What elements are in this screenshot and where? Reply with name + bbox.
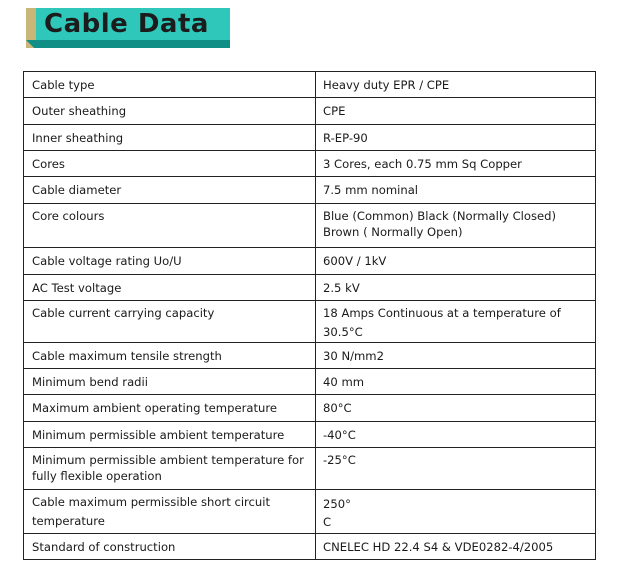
row-value-line: 18 Amps Continuous at a temperature of [323,306,561,320]
table-row [24,275,596,301]
row-label: Cores [24,151,316,177]
row-value: 2.5 kV [316,275,596,301]
row-value: 600V / 1kV [316,248,596,275]
row-label-line: fully flexible operation [32,469,162,483]
row-label: Cable maximum tensile strength [24,343,316,369]
row-value: -40°C [316,422,596,448]
row-label: Minimum permissible ambient temperature [24,422,316,448]
row-label: Minimum bend radii [24,369,316,395]
row-label: AC Test voltage [24,275,316,301]
row-value: R-EP-90 [316,125,596,151]
row-value: 3 Cores, each 0.75 mm Sq Copper [316,151,596,177]
table-row [24,177,596,204]
table-row [24,343,596,369]
row-label: Outer sheathing [24,98,316,125]
row-value: 30 N/mm2 [316,343,596,369]
row-label: Cable voltage rating Uo/U [24,248,316,275]
row-label: Standard of construction [24,534,316,560]
title-banner [26,8,230,48]
row-value: 7.5 mm nominal [316,177,596,204]
row-value-line: Brown ( Normally Open) [323,225,463,239]
row-value-line: Blue (Common) Black (Normally Closed) [323,209,557,223]
cable-data-table [23,71,596,560]
table-row [24,395,596,422]
row-value-line: 250° [323,497,351,511]
table-row [24,448,596,490]
row-label: Maximum ambient operating temperature [24,395,316,422]
row-label-line: Minimum permissible ambient temperature for [32,453,304,467]
table-row [24,151,596,177]
table-row [24,490,596,534]
row-value: Heavy duty EPR / CPE [316,72,596,98]
table-row [24,369,596,395]
banner-depth-bottom [26,40,230,48]
row-value: 80°C [316,395,596,422]
table-row [24,248,596,275]
row-value-line: 30.5°C [323,325,363,339]
row-value [316,301,596,343]
table-row [24,301,596,343]
row-label: Inner sheathing [24,125,316,151]
table-row [24,534,596,560]
table-row [24,72,596,98]
row-label: Core colours [24,204,316,248]
row-label [24,490,316,534]
table-row [24,98,596,125]
row-label-line: Cable maximum permissible short circuit [32,495,271,509]
row-value: -25°C [316,448,596,490]
table-row [24,125,596,151]
table-row [24,422,596,448]
row-value: CPE [316,98,596,125]
table-row [24,204,596,248]
row-label-line: temperature [32,514,105,528]
page-title: Cable Data [44,9,209,39]
row-value: CNELEC HD 22.4 S4 & VDE0282-4/2005 [316,534,596,560]
row-label [24,448,316,490]
row-label: Cable type [24,72,316,98]
row-value-line: C [323,515,332,529]
row-label: Cable current carrying capacity [24,301,316,343]
row-label: Cable diameter [24,177,316,204]
row-value [316,204,596,248]
row-value [316,490,596,534]
row-value: 40 mm [316,369,596,395]
